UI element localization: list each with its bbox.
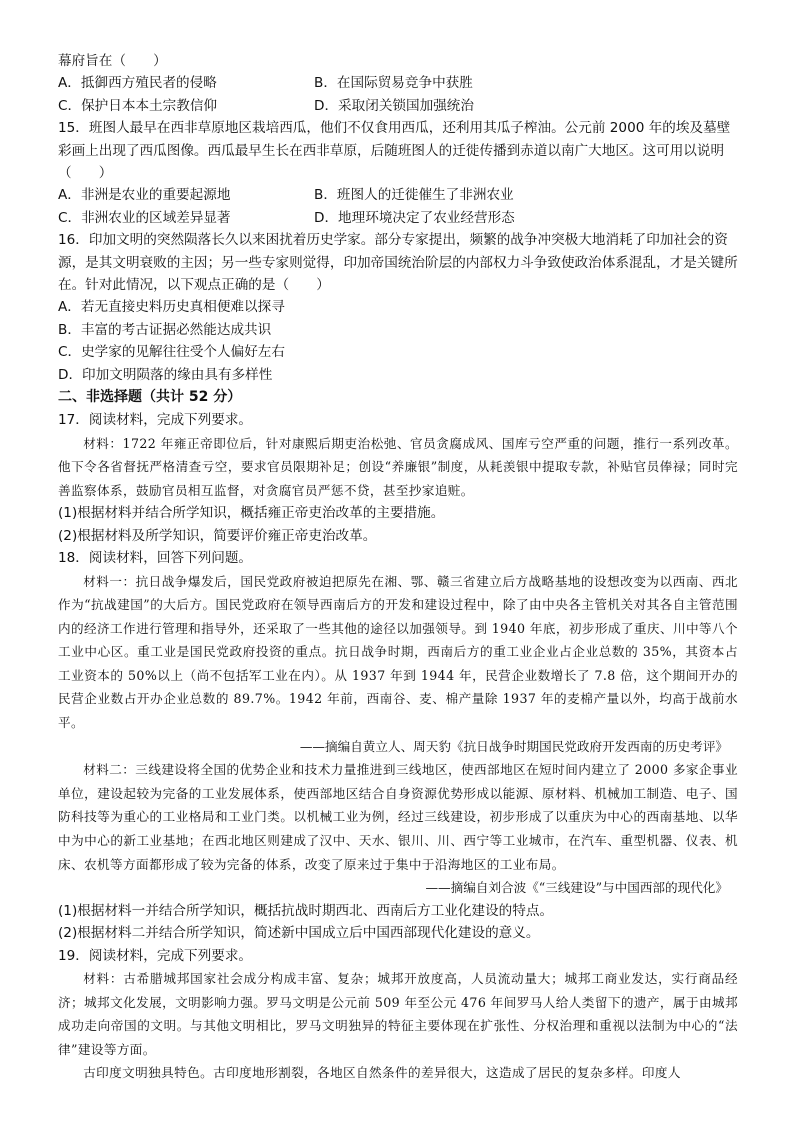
q15-options-row-2 bbox=[58, 207, 738, 229]
q14-option-d: D．采取闭关锁国加强统治 bbox=[314, 97, 474, 114]
q15-options-row-1 bbox=[58, 184, 738, 206]
q17-stem: 17．阅读材料，完成下列要求。 bbox=[58, 412, 253, 429]
q17-material: 材料：1722 年雍正帝即位后，针对康熙后期吏治松弛、官员贪腐成风、国库亏空严重的问题，推行一系列改革。他下令各省督抚严格清查亏空，要求官员限期补足；创设“养廉银”制度，从耗羡银中提取专款，补贴官员俸禄；同时完善监察体系，鼓励官员相互监督，对贪腐官员严惩不贷，甚至抄家追赃。 bbox=[58, 435, 738, 498]
q14-continuation: 幕府旨在（ ） bbox=[58, 53, 167, 69]
q18-stem: 18．阅读材料，回答下列问题。 bbox=[58, 550, 253, 567]
q17-requirement-1: (1)根据材料并结合所学知识，概括雍正帝吏治改革的主要措施。 bbox=[58, 505, 445, 522]
q19-stem: 19．阅读材料，完成下列要求。 bbox=[58, 947, 253, 964]
q15-option-a: A．非洲是农业的重要起源地 bbox=[58, 187, 231, 204]
q16-option-b: B．丰富的考古证据必然能达成共识 bbox=[58, 321, 272, 338]
q14-options-row-1 bbox=[58, 72, 738, 94]
q14-option-b: B．在国际贸易竞争中获胜 bbox=[314, 75, 473, 92]
q18-source-2: ——摘编自刘合波《“三线建设”与中国西部的现代化》 bbox=[425, 880, 728, 896]
q18-source-1: ——摘编自黄立人、周天豹《抗日战争时期国民党政府开发西南的历史考评》 bbox=[299, 738, 728, 754]
q18-requirement-1: (1)根据材料一并结合所学知识，概括抗战时期西北、西南后方工业化建设的特点。 bbox=[58, 902, 554, 919]
q15-option-d: D．地理环境决定了农业经营形态 bbox=[314, 209, 515, 226]
q16-option-d: D．印加文明陨落的缘由具有多样性 bbox=[58, 366, 273, 383]
q16-option-a: A．若无直接史料历史真相便难以探寻 bbox=[58, 299, 285, 316]
section-title: 二、非选择题（共计 52 分） bbox=[58, 389, 242, 406]
q17-requirement-2: (2)根据材料及所学知识，简要评价雍正帝吏治改革。 bbox=[58, 527, 377, 544]
q16-stem: 16．印加文明的突然陨落长久以来困扰着历史学家。部分专家提出，频繁的战争冲突极大地消耗了印加社会的资源，是其文明衰败的主因；另一些专家则觉得，印加帝国统治阶层的内部权力斗争致使政治体系混乱，才是关键所在。针对此情况，以下观点正确的是（ ） bbox=[58, 232, 738, 294]
q19-material-continued: 古印度文明独具特色。古印度地形割裂，各地区自然条件的差异很大，这造成了居民的复杂多样。印度人 bbox=[83, 1065, 681, 1081]
q15-option-c: C．非洲农业的区域差异显著 bbox=[58, 209, 231, 226]
q18-requirement-2: (2)根据材料二并结合所学知识，简述新中国成立后中国西部现代化建设的意义。 bbox=[58, 925, 540, 942]
q18-material-2: 材料二：三线建设将全国的优势企业和技术力量推进到三线地区，使西部地区在短时间内建立了 2000 多家企事业单位，建设起较为完备的工业发展体系，使西部地区结合自身资源优势形成以能源、原材料、机械加工制造、电子、国防科技等为重心的工业格局和工业门类。以机械工业为例，经过三线建设，初步形成了以重庆为中心的西南基地、以华中为中心的新工业基地；在西北地区则建成了汉中、天水、银川、川、西宁等工业城市，在汽车、重型机器、仪表、机床、农机等方面都形成了较为完备的体系，改变了原来过于集中于沿海地区的工业布局。 bbox=[58, 762, 738, 872]
q15-option-b: B．班图人的迁徙催生了非洲农业 bbox=[314, 187, 514, 204]
q16-option-c: C．史学家的见解往往受个人偏好左右 bbox=[58, 344, 285, 361]
q19-material: 材料：古希腊城邦国家社会成分构成丰富、复杂；城邦开放度高，人员流动量大；城邦工商业发达，实行商品经济；城邦文化发展，文明影响力强。罗马文明是公元前 509 年至公元 476 年间罗马人给人类留下的遗产，属于由城邦成功走向帝国的文明。与其他文明相比，罗马文明独异的特征主要体现在扩张性、分权治理和重视以法制为中心的“法律”建设等方面。 bbox=[58, 971, 738, 1057]
q18-material-1: 材料一：抗日战争爆发后，国民党政府被迫把原先在湘、鄂、赣三省建立后方战略基地的设想改变为以西南、西北作为“抗战建国”的大后方。国民党政府在领导西南后方的开发和建设过程中，除了由中央各主管机关对其各自主管范围内的经济工作进行管理和指导外，还采取了一些其他的途径以加强领导。到 1940 年底，初步形成了重庆、川中等八个工业中心区。重工业是国民党政府投资的重点。抗日战争时期，西南后方的重工业企业占企业总数的 35%，其资本占工业资本的 50%以上（尚不包括军工业在内）。从 1937 年到 1944 年，民营企业数增长了 7.8 倍，这个期间开办的民营企业数占开办企业总数的 89.7%。1942 年前，西南谷、麦、棉产量除 1937 年的麦棉产量以外，均高于战前水平。 bbox=[58, 573, 738, 731]
q14-options-row-2 bbox=[58, 95, 738, 117]
q15-stem: 15．班图人最早在西非草原地区栽培西瓜，他们不仅食用西瓜，还利用其瓜子榨油。公元前 2000 年的埃及墓壁彩画上出现了西瓜图像。西瓜最早生长在西非草原，后随班图人的迁徙传播到赤道以南广大地区。这可用以说明（ ） bbox=[58, 120, 731, 182]
q14-option-c: C．保护日本本土宗教信仰 bbox=[58, 97, 218, 114]
q14-option-a: A．抵御西方殖民者的侵略 bbox=[58, 75, 217, 92]
